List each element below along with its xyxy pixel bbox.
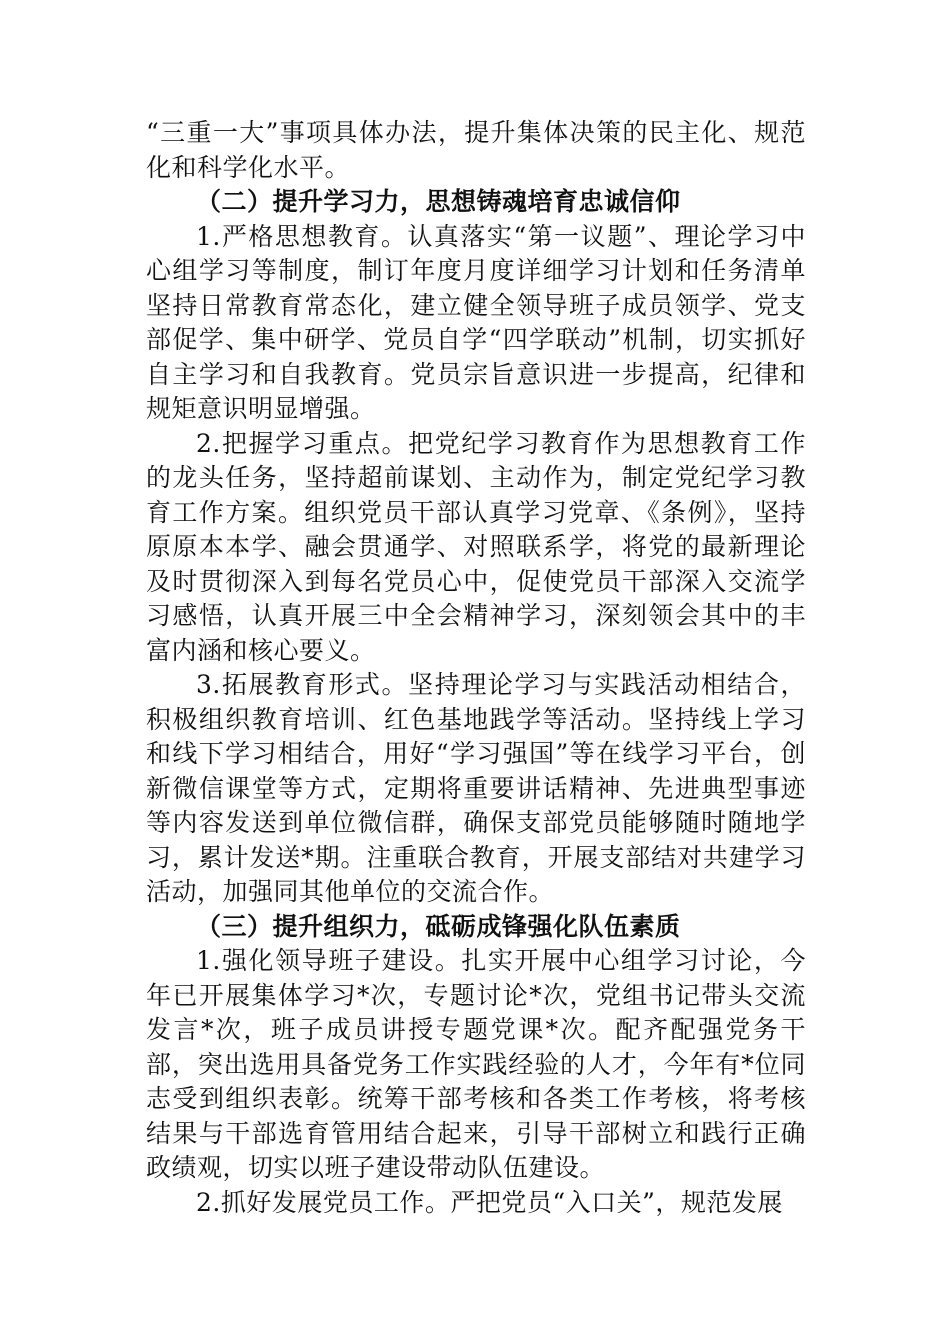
section-heading-two: （二）提升学习力，思想铸魂培育忠诚信仰 <box>196 187 681 216</box>
paragraph-continuation: “三重一大”事项具体办法，提升集体决策的民主化、规范化和科学化水平。 <box>146 118 806 182</box>
paragraph-member-development: 2.抓好发展党员工作。严把党员“入口关”，规范发展 <box>196 1187 783 1217</box>
paragraph-education-forms: 3.拓展教育形式。坚持理论学习与实践活动相结合，积极组织教育培训、红色基地践学等活动。坚持线上学习和线下学习相结合，用好“学习强国”等在线学习平台，创新微信课堂等方式，定期将重要讲话精神、先进典型事迹等内容发送到单位微信群，确保支部党员能够随时随地学习，累计发送*期。注重联合教育，开展支部结对共建学习活动，加强同其他单位的交流合作。 <box>146 670 806 906</box>
paragraph-leadership-building: 1.强化领导班子建设。扎实开展中心组学习讨论，今年已开展集体学习*次，专题讨论*次，党组书记带头交流发言*次，班子成员讲授专题党课*次。配齐配强党务干部，突出选用具备党务工作实践经验的人才，今年有*位同志受到组织表彰。统筹干部考核和各类工作考核，将考核结果与干部选育管用结合起来，引导干部树立和践行正确政绩观，切实以班子建设带动队伍建设。 <box>146 946 806 1182</box>
document-body <box>146 116 806 1220</box>
paragraph-strict-education: 1.严格思想教育。认真落实“第一议题”、理论学习中心组学习等制度，制订年度月度详细学习计划和任务清单坚持日常教育常态化，建立健全领导班子成员领学、党支部促学、集中研学、党员自学“四学联动”机制，切实抓好自主学习和自我教育。党员宗旨意识进一步提高，纪律和规矩意识明显增强。 <box>146 221 806 423</box>
paragraph-learning-focus: 2.把握学习重点。把党纪学习教育作为思想教育工作的龙头任务，坚持超前谋划、主动作为，制定党纪学习教育工作方案。组织党员干部认真学习党章、《条例》，坚持原原本本学、融会贯通学、对照联系学，将党的最新理论及时贯彻深入到每名党员心中，促使党员干部深入交流学习感悟，认真开展三中全会精神学习，深刻领会其中的丰富内涵和核心要义。 <box>146 428 806 665</box>
section-heading-three: （三）提升组织力，砥砺成锋强化队伍素质 <box>196 911 681 941</box>
